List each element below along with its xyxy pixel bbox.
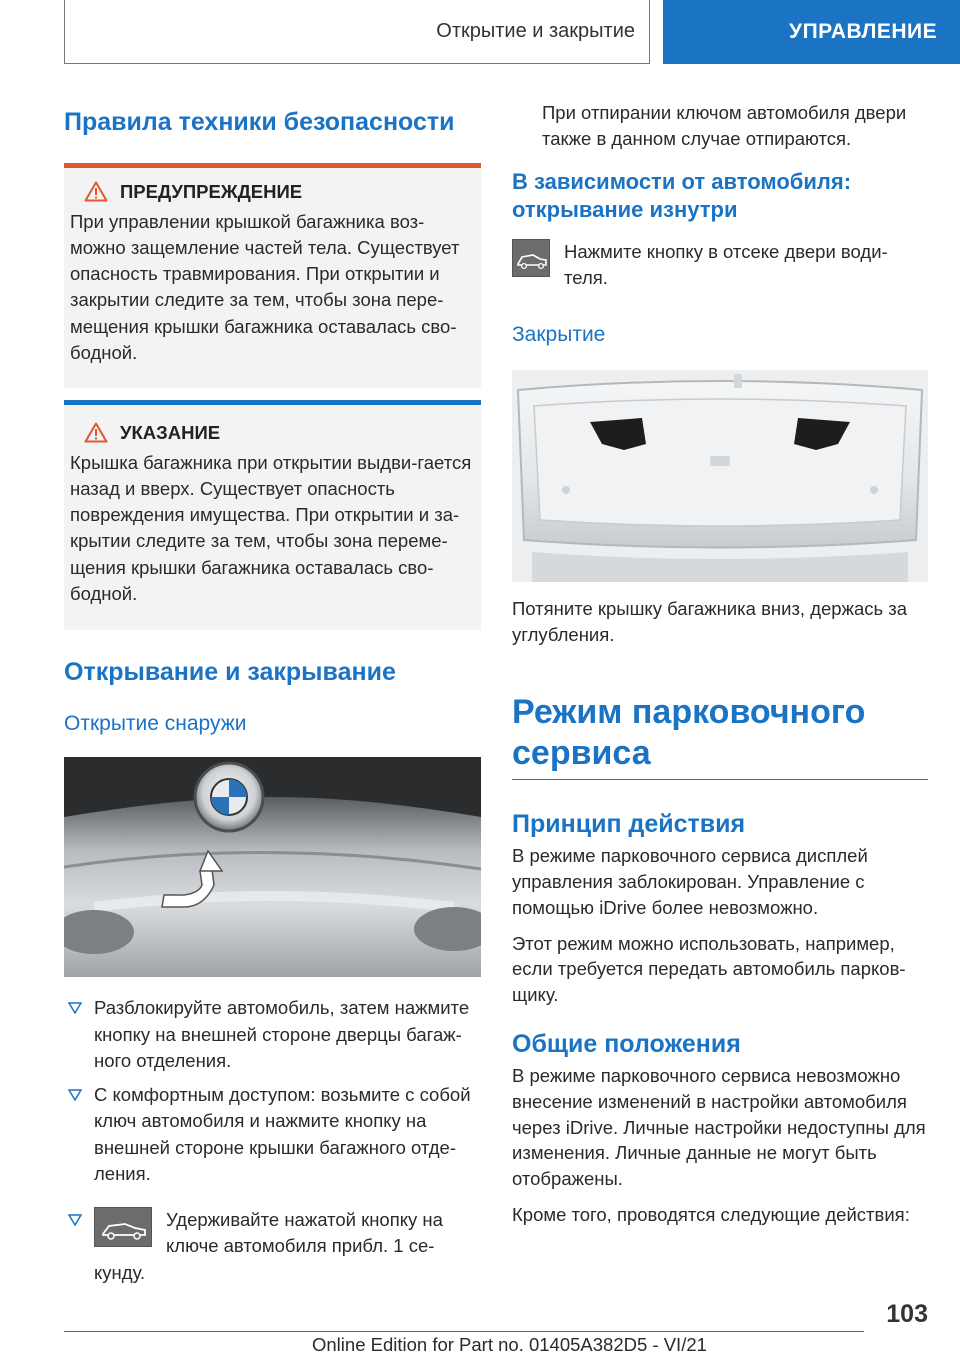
warning-title: ПРЕДУПРЕЖДЕНИЕ	[120, 180, 303, 202]
page-number: 103	[886, 1300, 928, 1328]
principle-text-2: Этот режим можно использовать, например, если требуется передать автомобиль парков-щику.	[512, 932, 906, 1006]
notice-title: УКАЗАНИЕ	[120, 421, 221, 443]
general-text-1: В режиме парковочного сервиса невозможно внесение изменений в настройки автомобиля через iDrive. Личные настройки недоступны для изменения. Личные данные не могут быть отображены.	[512, 1064, 926, 1190]
footer-divider	[64, 1331, 864, 1332]
chapter-title: УПРАВЛЕНИЕ	[789, 20, 938, 43]
list-item	[64, 1082, 481, 1187]
bullet-triangle-icon	[68, 1089, 82, 1101]
section-header	[64, 0, 650, 64]
principle-text-1: В режиме парковочного сервиса дисплей управления заблокирован. Управление с помощью iDrive более невозможно.	[512, 844, 868, 918]
notice-icon	[84, 422, 108, 443]
closing-heading: Закрытие	[512, 322, 606, 346]
trunk-lid-inside-photo	[512, 370, 928, 582]
valet-heading: Режим парковочного сервиса	[512, 692, 928, 781]
safety-heading: Правила техники безопасности	[64, 108, 455, 136]
notice-text: Крышка багажника при открытии выдви-гается назад и вверх. Существует опасность повреждения имущества. При открытии и за-крытии следите за тем, чтобы зона переме-щения крышки багажника оставалась сво-бодной.	[70, 451, 472, 604]
right-column	[512, 100, 928, 1228]
car-trunk-button-icon	[94, 1207, 152, 1247]
warning-text: При управлении крышкой багажника воз-можно защемление частей тела. Существует опасность травмирования. При открытии и закрытии следите за тем, чтобы зона пере-мещения крышки багажника оставалась сво-бодной.	[70, 210, 460, 363]
general-text-2: Кроме того, проводятся следующие действия:	[512, 1204, 910, 1226]
bullet-text: Разблокируйте автомобиль, затем нажмите кнопку на внешней стороне дверцы багаж-ного отделения.	[94, 997, 470, 1071]
notice-header	[70, 422, 475, 444]
open-outside-list	[64, 995, 481, 1286]
left-column	[64, 100, 481, 1294]
chapter-tab	[663, 0, 960, 64]
warning-icon	[84, 181, 108, 202]
closing-caption: Потяните крышку багажника вниз, держась за углубления.	[512, 598, 908, 645]
inside-step	[512, 239, 928, 291]
inside-text: Нажмите кнопку в отсеке двери води-теля.	[564, 240, 888, 288]
bullet-triangle-icon	[68, 1002, 82, 1014]
edition-text: Online Edition for Part no. 01405A382D5 - VI/21	[312, 1334, 707, 1355]
general-heading: Общие положения	[512, 1030, 741, 1059]
inside-heading: В зависимости от автомобиля: открывание изнутри	[512, 168, 852, 223]
bullet-triangle-icon	[68, 1214, 82, 1226]
warning-header	[70, 181, 475, 203]
intro-text: При отпирании ключом автомобиля двери также в данном случае отпираются.	[542, 102, 907, 149]
notice-bar	[64, 400, 481, 405]
outside-heading: Открытие снаружи	[64, 712, 247, 735]
warning-box	[64, 163, 481, 388]
list-item	[64, 1207, 481, 1286]
bullet-text: Удерживайте нажатой кнопку на ключе автомобиля прибл. 1 се-кунду.	[94, 1209, 443, 1283]
car-trunk-button-icon	[512, 239, 550, 277]
section-title: Открытие и закрытие	[436, 20, 635, 42]
list-item	[64, 995, 481, 1074]
bullet-text: С комфортным доступом: возьмите с собой ключ автомобиля и нажмите кнопку на внешней стороне крышки багажного отде-ления.	[94, 1084, 471, 1184]
warning-bar	[64, 163, 481, 168]
principle-heading: Принцип действия	[512, 810, 746, 839]
notice-box	[64, 400, 481, 630]
trunk-button-photo	[64, 757, 481, 977]
open-close-heading: Открывание и закрывание	[64, 657, 396, 686]
